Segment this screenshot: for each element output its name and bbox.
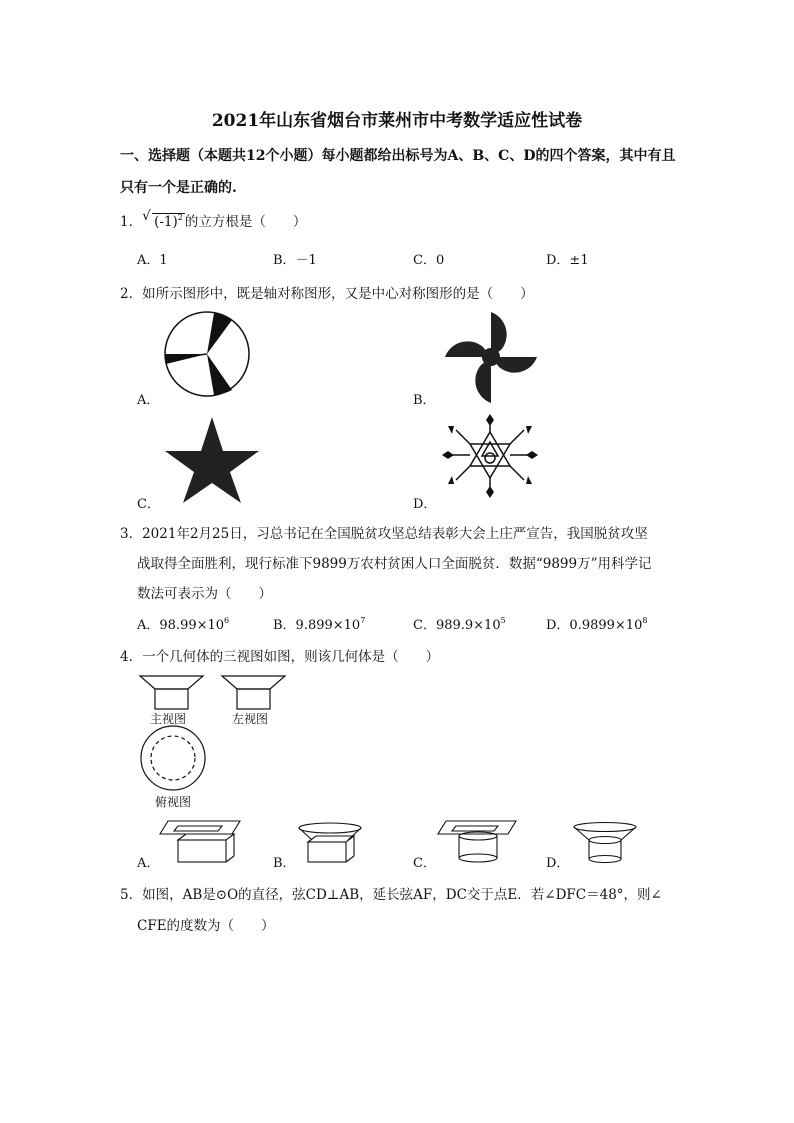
pinwheel-figure bbox=[443, 310, 538, 405]
q3-option-c: C．$989.9\times 10^5$ bbox=[413, 616, 506, 633]
q1-option-a: A．1 bbox=[137, 253, 168, 268]
q4-stem: 4．一个几何体的三视图如图，则该几何体是（ ） bbox=[120, 649, 440, 665]
q3-line2: 战取得全面胜利，现行标准下9899万农村贫困人口全面脱贫．数据“9899万”用科学记 bbox=[137, 556, 652, 572]
q5-line2: CFE的度数为（ ） bbox=[137, 918, 275, 934]
solid-option-b-figure bbox=[298, 822, 364, 864]
q1-radicand: (-1) bbox=[154, 214, 178, 230]
q3-option-b: B．$9.899\times 10^7$ bbox=[273, 616, 366, 633]
solid-option-c-figure bbox=[438, 820, 518, 864]
q4-option-d: D． bbox=[546, 856, 570, 871]
top-view-label: 俯视图 bbox=[155, 795, 192, 809]
snowflake-figure bbox=[440, 414, 540, 502]
q1-number: 1． bbox=[120, 214, 143, 230]
q1-option-d: D．±1 bbox=[546, 253, 589, 268]
sqrt-expression: √ $(-1)^2$ bbox=[142, 208, 183, 230]
q1-option-b: B．－1 bbox=[273, 253, 317, 268]
q4-option-a: A． bbox=[137, 856, 160, 871]
q3-option-d: D．$0.9899\times 10^8$ bbox=[546, 616, 648, 633]
q2-label-b: B． bbox=[413, 393, 436, 408]
q3-line1: 3．2021年2月25日，习总书记在全国脱贫攻坚总结表彰大会上庄严宣告，我国脱贫攻坚 bbox=[120, 526, 648, 542]
q1-option-c: C．0 bbox=[413, 253, 445, 268]
q2-label-a: A． bbox=[137, 393, 160, 408]
q3-line3: 数法可表示为（ ） bbox=[137, 586, 272, 602]
q2-label-c: C． bbox=[137, 497, 160, 512]
page-title: 2021年山东省烟台市莱州市中考数学适应性试卷 bbox=[211, 111, 583, 131]
q5-line1: 5．如图，AB是⊙O的直径，弦CD⊥AB，延长弦AF，DC交于点E．若∠DFC＝48°，则∠ bbox=[120, 887, 662, 903]
q1-tail: 的立方根是（ ） bbox=[184, 214, 307, 230]
top-view-figure bbox=[140, 725, 206, 791]
solid-option-a-figure bbox=[160, 820, 242, 864]
section-heading-line1: 一、选择题（本题共12个小题）每小题都给出标号为A、B、C、D的四个答案，其中有且 bbox=[120, 148, 676, 164]
q3-option-a: A．$98.99\times 10^6$ bbox=[137, 616, 230, 633]
solid-option-d-figure bbox=[573, 822, 637, 864]
front-view-label: 主视图 bbox=[150, 712, 187, 726]
section-heading-line2: 只有一个是正确的. bbox=[120, 180, 237, 196]
circle-sectors-figure bbox=[163, 310, 253, 400]
q1-radicand-exponent: 2 bbox=[177, 213, 183, 222]
q1-stem bbox=[120, 210, 306, 230]
q2-label-d: D． bbox=[413, 497, 437, 512]
q2-stem: 2．如所示图形中，既是轴对称图形，又是中心对称图形的是（ ） bbox=[120, 286, 534, 302]
left-view-label: 左视图 bbox=[232, 712, 269, 726]
q4-option-c: C． bbox=[413, 856, 436, 871]
left-view-figure bbox=[222, 675, 286, 711]
star-figure bbox=[165, 415, 261, 503]
q4-option-b: B． bbox=[273, 856, 296, 871]
front-view-figure bbox=[140, 675, 204, 711]
